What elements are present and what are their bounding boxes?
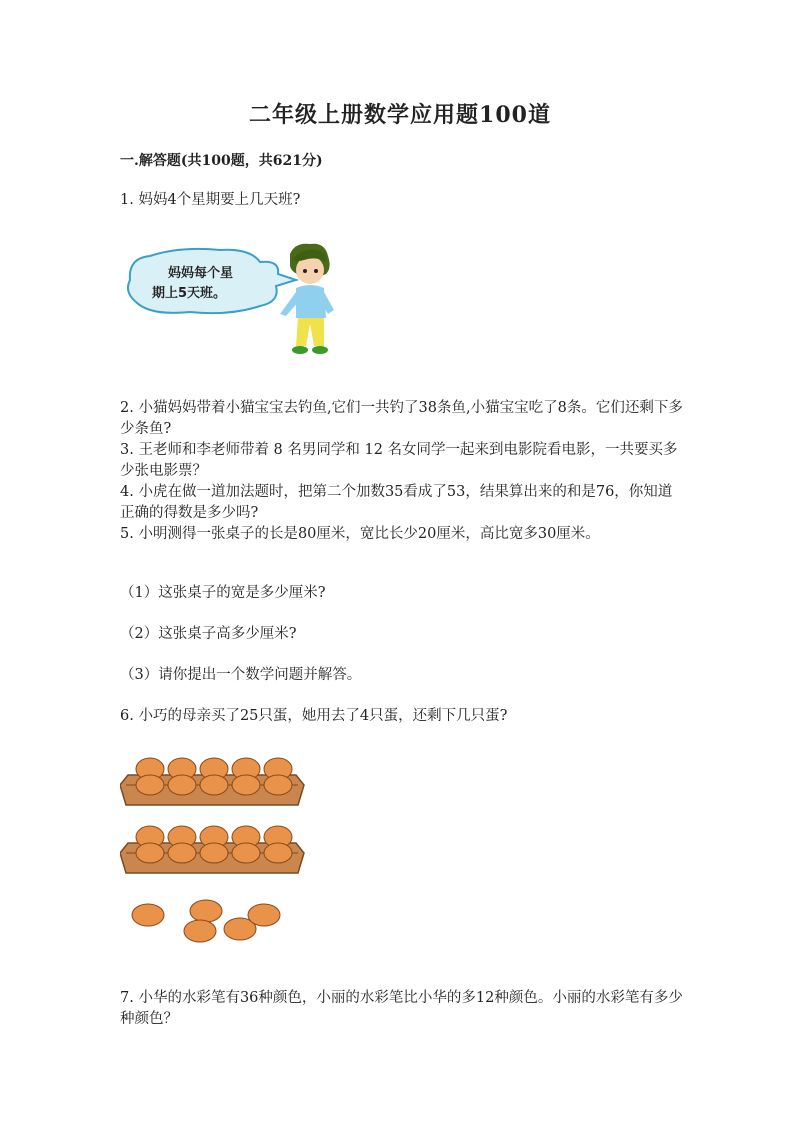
speech-bubble-icon xyxy=(128,249,296,313)
question-3: 3. 王老师和李老师带着 8 名男同学和 12 名女同学一起来到电影院看电影，一共要买多少张电影票？ xyxy=(120,442,678,479)
question-4: 4. 小虎在做一道加法题时，把第二个加数35看成了53，结果算出来的和是76，你知道正确的得数是多少吗? xyxy=(120,484,673,521)
question-2: 2. 小猫妈妈带着小猫宝宝去钓鱼,它们一共钓了38条鱼,小猫宝宝吃了8条。它们还剩下多少条鱼? xyxy=(120,400,683,437)
page-title: 二年级上册数学应用题100道 xyxy=(249,102,551,128)
boy-speech-illustration xyxy=(120,240,340,360)
boy-figure xyxy=(280,244,334,354)
egg-trays-illustration xyxy=(120,755,310,950)
question-7: 7. 小华的水彩笔有36种颜色，小丽的水彩笔比小华的多12种颜色。小丽的水彩笔有多少种颜色？ xyxy=(120,990,683,1027)
question-5-part-2: （2）这张桌子高多少厘米? xyxy=(120,626,297,642)
egg-tray-top xyxy=(120,758,304,805)
bubble-line-1: 妈妈每个星 xyxy=(168,266,234,281)
bubble-line-2: 期上5天班。 xyxy=(152,286,227,301)
loose-eggs xyxy=(132,900,280,942)
section-heading: 一.解答题(共100题，共621分) xyxy=(120,153,323,169)
egg-tray-bottom xyxy=(120,826,304,873)
question-6: 6. 小巧的母亲买了25只蛋，她用去了4只蛋，还剩下几只蛋? xyxy=(120,708,508,724)
question-5-part-1: （1）这张桌子的宽是多少厘米? xyxy=(120,585,326,601)
question-1: 1. 妈妈4个星期要上几天班? xyxy=(120,192,301,208)
question-5: 5. 小明测得一张桌子的长是80厘米，宽比长少20厘米，高比宽多30厘米。 xyxy=(120,526,600,542)
question-5-part-3: （3）请你提出一个数学问题并解答。 xyxy=(120,667,362,683)
